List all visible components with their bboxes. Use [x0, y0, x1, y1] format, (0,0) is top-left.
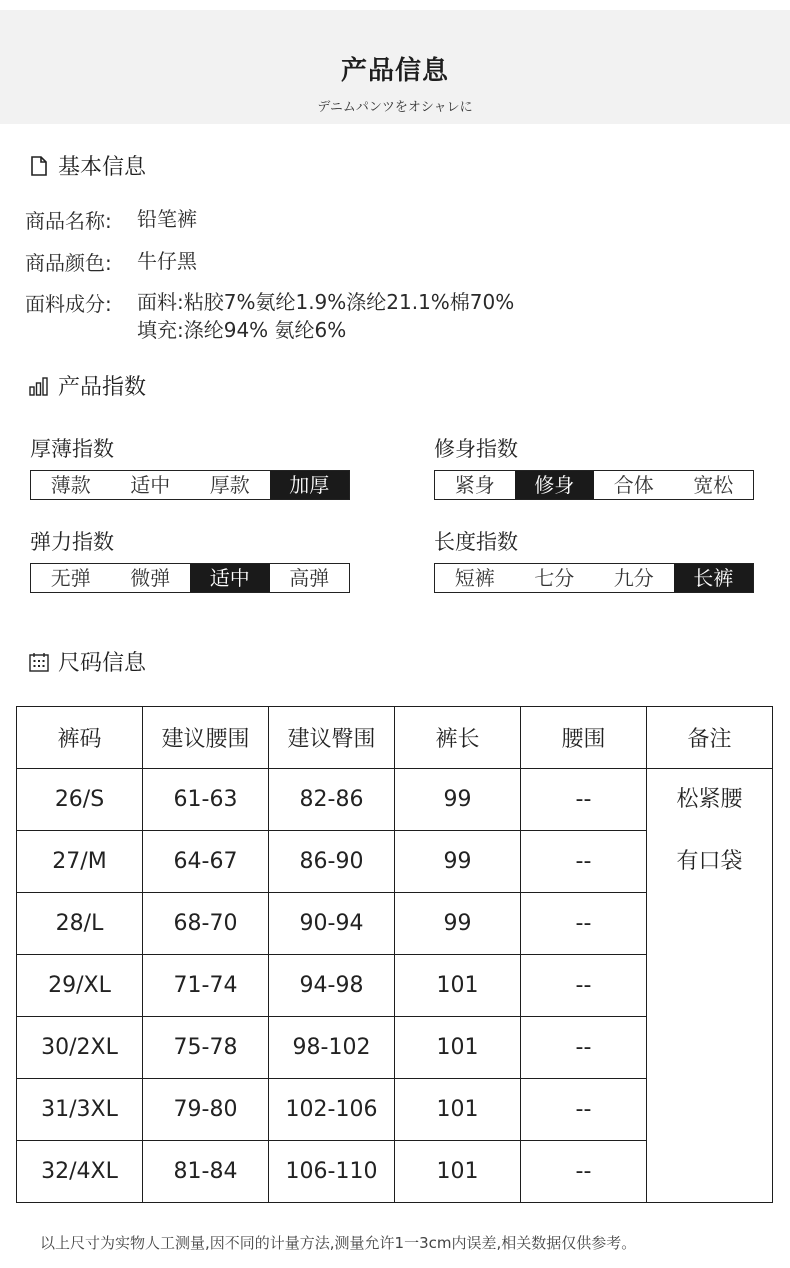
size-info-title: 尺码信息	[58, 651, 147, 676]
column-header: 腰围	[521, 707, 647, 769]
table-cell: 106-110	[269, 1141, 395, 1203]
scale-option: 九分	[613, 566, 654, 590]
basic-info-title: 基本信息	[58, 155, 147, 180]
scale-option: 宽松	[693, 473, 734, 497]
table-cell: --	[521, 893, 647, 955]
table-cell: 30/2XL	[17, 1017, 143, 1079]
table-cell: 94-98	[269, 955, 395, 1017]
scale-option: 薄款	[50, 473, 91, 497]
scale-option: 微弹	[130, 566, 171, 590]
note-elastic-waist: 松紧腰	[676, 787, 743, 812]
material-row	[25, 288, 514, 344]
notes-cell	[647, 769, 773, 1203]
table-cell: 81-84	[143, 1141, 269, 1203]
table-cell: 31/3XL	[17, 1079, 143, 1141]
table-cell: --	[521, 1017, 647, 1079]
scale-option: 短裤	[454, 566, 495, 590]
material-filling: 填充:涤纶94% 氨纶6%	[137, 318, 347, 342]
product-index-heading	[28, 370, 146, 401]
page-subtitle: デニムパンツをオシャレに	[317, 100, 473, 115]
table-cell: 90-94	[269, 893, 395, 955]
product-color-value: 牛仔黑	[137, 249, 197, 273]
table-cell: 27/M	[17, 831, 143, 893]
column-header: 裤长	[395, 707, 521, 769]
table-cell: 82-86	[269, 769, 395, 831]
product-name-row	[25, 205, 197, 234]
scale-option: 七分	[534, 566, 575, 590]
table-cell: 98-102	[269, 1017, 395, 1079]
table-cell: 26/S	[17, 769, 143, 831]
table-cell: 99	[395, 893, 521, 955]
scale-option: 紧身	[454, 473, 495, 497]
table-cell: 102-106	[269, 1079, 395, 1141]
product-name-value: 铅笔裤	[137, 207, 197, 231]
scale-option: 无弹	[50, 566, 91, 590]
table-cell: --	[521, 1141, 647, 1203]
calendar-grid-icon	[28, 651, 50, 673]
table-header-row	[17, 707, 773, 769]
column-header: 备注	[647, 707, 773, 769]
scale-option: 合体	[613, 473, 654, 497]
page-header	[0, 10, 790, 124]
table-cell: 32/4XL	[17, 1141, 143, 1203]
table-cell: 101	[395, 1079, 521, 1141]
size-info-heading	[28, 646, 146, 677]
scale-option: 厚款	[209, 473, 250, 497]
table-cell: 68-70	[143, 893, 269, 955]
table-row	[17, 769, 773, 831]
product-color-row	[25, 247, 197, 276]
table-cell: 99	[395, 831, 521, 893]
column-header: 建议臀围	[269, 707, 395, 769]
table-cell: --	[521, 769, 647, 831]
table-cell: 28/L	[17, 893, 143, 955]
table-cell: --	[521, 1079, 647, 1141]
thickness-index-scale	[30, 470, 350, 500]
table-cell: --	[521, 831, 647, 893]
measurement-disclaimer: 以上尺寸为实物人工测量,因不同的计量方法,测量允许1一3cm内误差,相关数据仅供参考。	[40, 1234, 637, 1252]
table-cell: 61-63	[143, 769, 269, 831]
scale-option-selected: 修身	[515, 471, 595, 499]
fit-index-scale	[434, 470, 754, 500]
table-cell: 86-90	[269, 831, 395, 893]
length-index-scale	[434, 563, 754, 593]
table-cell: 101	[395, 1141, 521, 1203]
bar-chart-icon	[28, 375, 50, 397]
scale-option-selected: 加厚	[270, 471, 350, 499]
column-header: 裤码	[17, 707, 143, 769]
table-cell: 75-78	[143, 1017, 269, 1079]
table-cell: --	[521, 955, 647, 1017]
size-table	[16, 706, 773, 1203]
fit-index-title: 修身指数	[434, 437, 518, 461]
scale-option: 高弹	[289, 566, 330, 590]
elasticity-index-title: 弹力指数	[30, 530, 114, 554]
scale-option-selected: 适中	[190, 564, 270, 592]
basic-info-heading	[28, 150, 146, 181]
scale-option: 适中	[130, 473, 171, 497]
table-cell: 29/XL	[17, 955, 143, 1017]
material-value	[137, 288, 514, 344]
material-fabric: 面料:粘胶7%氨纶1.9%涤纶21.1%棉70%	[137, 290, 515, 314]
table-cell: 71-74	[143, 955, 269, 1017]
product-color-label: 商品颜色:	[25, 251, 112, 275]
document-icon	[28, 155, 50, 177]
table-cell: 79-80	[143, 1079, 269, 1141]
note-pockets: 有口袋	[676, 849, 743, 874]
product-name-label: 商品名称:	[25, 209, 112, 233]
product-index-title: 产品指数	[58, 375, 147, 400]
page-title: 产品信息	[340, 56, 449, 86]
table-cell: 101	[395, 1017, 521, 1079]
table-cell: 64-67	[143, 831, 269, 893]
elasticity-index-scale	[30, 563, 350, 593]
scale-option-selected: 长裤	[674, 564, 754, 592]
material-label: 面料成分:	[25, 292, 112, 316]
thickness-index-title: 厚薄指数	[30, 437, 114, 461]
column-header: 建议腰围	[143, 707, 269, 769]
table-cell: 101	[395, 955, 521, 1017]
table-cell: 99	[395, 769, 521, 831]
length-index-title: 长度指数	[434, 530, 518, 554]
